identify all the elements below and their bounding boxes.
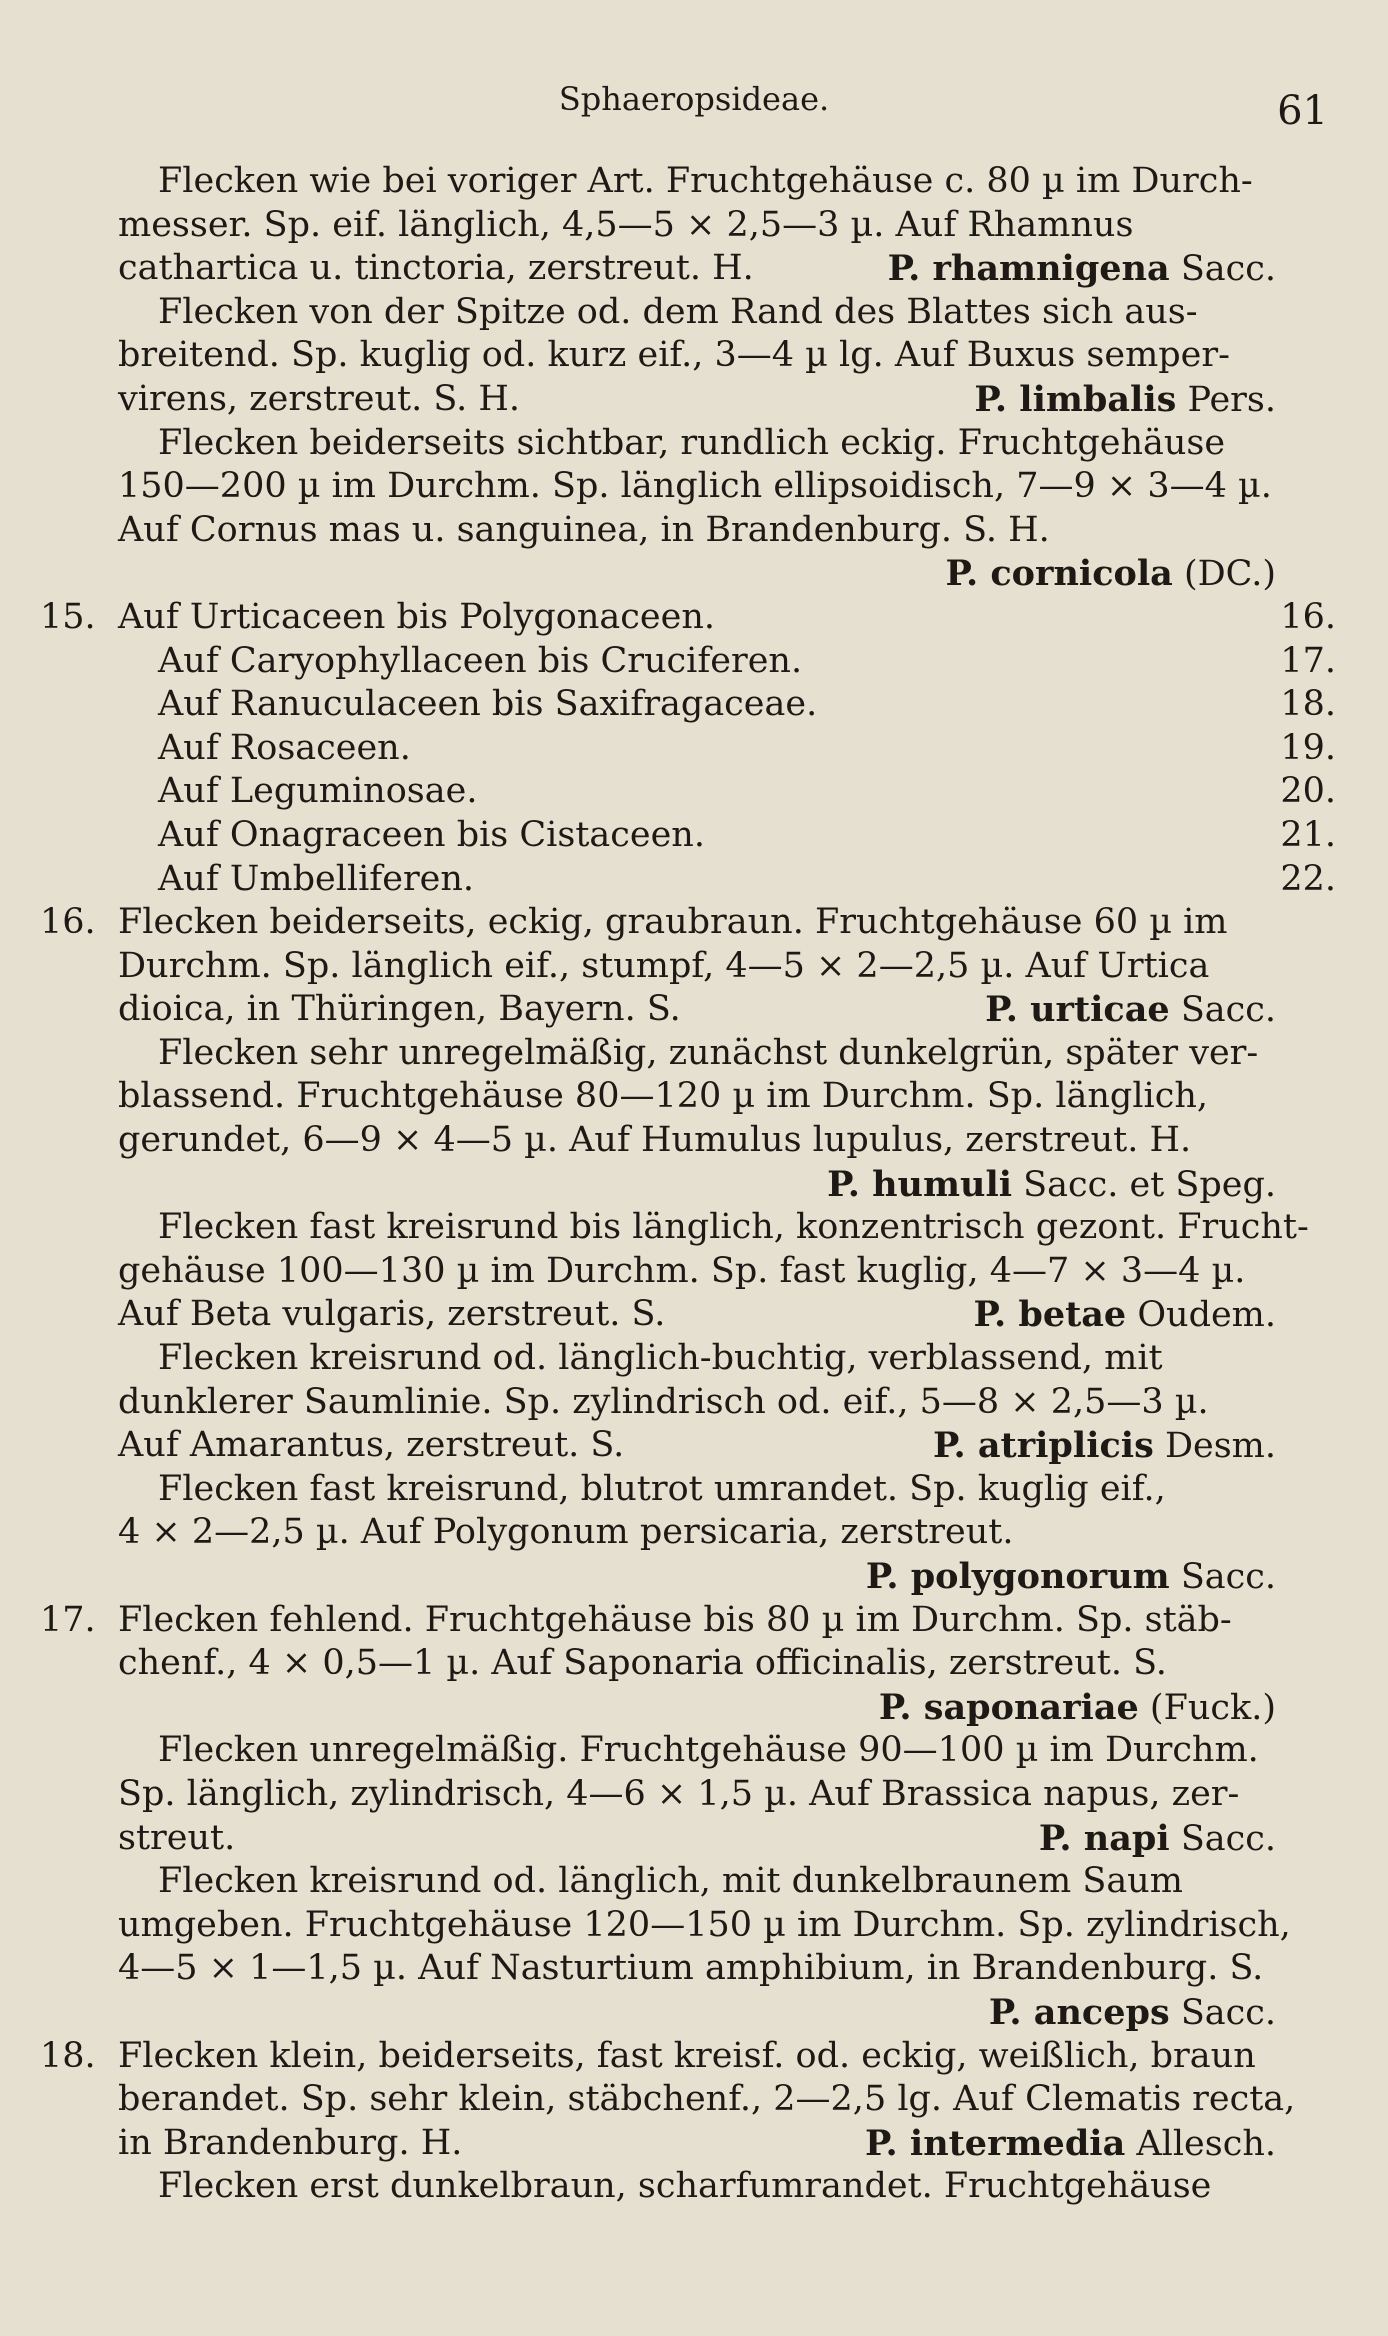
line-text: Flecken kreisrund od. länglich, mit dunkelbraunem Saum <box>158 1861 1183 1902</box>
text-line <box>40 1817 1336 1861</box>
text-line <box>40 1555 1336 1599</box>
species-name <box>945 552 1276 597</box>
line-text: Flecken wie bei voriger Art. Fruchtgehäuse c. 80 µ im Durch- <box>158 161 1253 201</box>
line-text: Flecken klein, beiderseits, fast kreisf. od. eckig, weißlich, braun <box>118 2035 1256 2076</box>
text-line <box>40 1250 1336 1294</box>
text-line <box>40 422 1336 466</box>
key-lead-number: 19. <box>1280 727 1336 768</box>
line-text: gehäuse 100—130 µ im Durchm. Sp. fast kuglig, 4—7 × 3—4 µ. <box>118 1250 1246 1291</box>
line-text: Flecken sehr unregelmäßig, zunächst dunkelgrün, später ver- <box>158 1032 1259 1073</box>
line-text: Flecken kreisrund od. länglich-buchtig, verblassend, mit <box>158 1338 1163 1379</box>
text-line <box>40 1904 1336 1948</box>
species-name <box>985 988 1276 1033</box>
text-line <box>40 1991 1336 2035</box>
species-binomial: P. saponariae <box>878 1686 1139 1728</box>
text-line <box>40 334 1336 378</box>
text-line <box>40 204 1336 248</box>
line-text: 150—200 µ im Durchm. Sp. länglich ellipsoidisch, 7—9 × 3—4 µ. <box>118 466 1272 507</box>
species-name <box>888 247 1276 292</box>
text-line <box>40 596 1336 640</box>
text-line <box>40 1511 1336 1555</box>
species-author: (DC.) <box>1172 554 1276 595</box>
line-text: Auf Urticaceen bis Polygonaceen. <box>118 596 715 637</box>
line-text: messer. Sp. eif. länglich, 4,5—5 × 2,5—3 µ. Auf Rhamnus <box>118 204 1134 245</box>
line-text: chenf., 4 × 0,5—1 µ. Auf Saponaria officinalis, zerstreut. S. <box>118 1643 1167 1684</box>
line-text: berandet. Sp. sehr klein, stäbchenf., 2—2,5 lg. Auf Clematis recta, <box>118 2079 1296 2120</box>
text-line <box>40 727 1336 771</box>
species-author: Pers. <box>1176 379 1276 420</box>
line-text: Auf Caryophyllaceen bis Cruciferen. <box>158 640 803 681</box>
couplet-number: 17. <box>40 1599 96 1640</box>
species-author: (Fuck.) <box>1138 1687 1276 1728</box>
text-line <box>40 1468 1336 1512</box>
text-line <box>40 640 1336 684</box>
page-number: 61 <box>1277 88 1328 134</box>
text-line <box>40 509 1336 553</box>
text-line <box>40 1773 1336 1817</box>
line-text: streut. <box>118 1817 236 1858</box>
species-binomial: P. betae <box>973 1294 1127 1336</box>
text-line <box>40 552 1336 596</box>
line-text: umgeben. Fruchtgehäuse 120—150 µ im Durchm. Sp. zylindrisch, <box>118 1904 1291 1945</box>
line-text: Flecken erst dunkelbraun, scharfumrandet. Fruchtgehäuse <box>158 2166 1212 2207</box>
text-line <box>40 945 1336 989</box>
key-lead-number: 17. <box>1280 640 1336 681</box>
species-binomial: P. limbalis <box>974 378 1177 420</box>
text-line <box>40 1119 1336 1163</box>
species-name <box>974 378 1276 423</box>
couplet-number: 18. <box>40 2035 96 2076</box>
species-author: Allesch. <box>1125 2123 1276 2164</box>
line-text: breitend. Sp. kuglig od. kurz eif., 3—4 µ lg. Auf Buxus semper- <box>118 335 1230 376</box>
species-binomial: P. humuli <box>827 1163 1013 1205</box>
text-line <box>40 814 1336 858</box>
line-text: Flecken fehlend. Fruchtgehäuse bis 80 µ im Durchm. Sp. stäb- <box>118 1599 1232 1640</box>
line-text: dunklerer Saumlinie. Sp. zylindrisch od. eif., 5—8 × 2,5—3 µ. <box>118 1381 1209 1422</box>
text-line <box>40 1642 1336 1686</box>
text-line <box>40 1860 1336 1904</box>
species-binomial: P. anceps <box>988 1991 1170 2033</box>
line-text: Auf Amarantus, zerstreut. S. <box>118 1425 625 1466</box>
text-line <box>40 465 1336 509</box>
text-line <box>40 291 1336 335</box>
species-binomial: P. polygonorum <box>865 1556 1170 1597</box>
species-binomial: P. cornicola <box>945 553 1173 595</box>
line-text: Flecken fast kreisrund, blutrot umrandet. Sp. kuglig eif., <box>158 1468 1166 1509</box>
line-text: Auf Leguminosae. <box>158 771 478 812</box>
text-line <box>40 2122 1336 2166</box>
species-binomial: P. atriplicis <box>932 1425 1154 1467</box>
line-text: Durchm. Sp. länglich eif., stumpf, 4—5 × 2—2,5 µ. Auf Urtica <box>118 945 1210 986</box>
key-lead-number: 20. <box>1280 771 1336 812</box>
line-text: in Brandenburg. H. <box>118 2122 463 2163</box>
text-line <box>40 770 1336 814</box>
line-text: Flecken fast kreisrund bis länglich, konzentrisch gezont. Frucht- <box>158 1207 1309 1248</box>
species-author: Sacc. <box>1169 1992 1276 2033</box>
line-text: Auf Beta vulgaris, zerstreut. S. <box>118 1294 666 1335</box>
text-line <box>40 247 1336 291</box>
line-text: virens, zerstreut. S. H. <box>118 378 521 419</box>
couplet-number: 16. <box>40 902 96 943</box>
line-text: gerundet, 6—9 × 4—5 µ. Auf Humulus lupulus, zerstreut. H. <box>118 1120 1192 1161</box>
text-line <box>40 1163 1336 1207</box>
key-lead-number: 22. <box>1280 858 1336 899</box>
text-line <box>40 1686 1336 1730</box>
couplet-number: 15. <box>40 596 96 637</box>
line-text: Auf Ranuculaceen bis Saxifragaceae. <box>158 684 818 725</box>
line-text: 4—5 × 1—1,5 µ. Auf Nasturtium amphibium, in Brandenburg. S. <box>118 1948 1264 1989</box>
text-line <box>40 2078 1336 2122</box>
text-line <box>40 160 1336 204</box>
species-name <box>827 1163 1276 1208</box>
species-author: Sacc. et Speg. <box>1012 1164 1276 1205</box>
text-line <box>40 2035 1336 2079</box>
line-text: Auf Cornus mas u. sanguinea, in Brandenburg. S. H. <box>118 509 1050 550</box>
text-line <box>40 1293 1336 1337</box>
line-text: Flecken beiderseits, eckig, graubraun. Fruchtgehäuse 60 µ im <box>118 902 1228 943</box>
text-line <box>40 1032 1336 1076</box>
line-text: Auf Onagraceen bis Cistaceen. <box>158 814 705 855</box>
text-line <box>40 1337 1336 1381</box>
line-text: Flecken von der Spitze od. dem Rand des Blattes sich aus- <box>158 291 1198 332</box>
line-text: Auf Umbelliferen. <box>158 858 475 899</box>
text-line <box>40 1075 1336 1119</box>
line-text: 4 × 2—2,5 µ. Auf Polygonum persicaria, zerstreut. <box>118 1512 1014 1553</box>
text-line <box>40 378 1336 422</box>
key-lead-number: 16. <box>1280 596 1336 637</box>
line-text: cathartica u. tinctoria, zerstreut. H. <box>118 248 754 289</box>
text-line <box>40 1947 1336 1991</box>
species-author: Sacc. <box>1169 990 1276 1031</box>
text-line <box>40 1206 1336 1250</box>
text-line <box>40 1729 1336 1773</box>
text-line <box>40 1381 1336 1425</box>
species-author: Oudem. <box>1126 1295 1276 1336</box>
key-lead-number: 18. <box>1280 684 1336 725</box>
species-binomial: P. napi <box>1038 1817 1170 1859</box>
text-line <box>40 1599 1336 1643</box>
text-line <box>40 683 1336 727</box>
line-text: blassend. Fruchtgehäuse 80—120 µ im Durchm. Sp. länglich, <box>118 1076 1208 1117</box>
species-author: Sacc. <box>1169 1818 1276 1859</box>
text-line <box>40 2165 1336 2209</box>
species-name <box>973 1293 1276 1338</box>
species-author: Sacc. <box>1169 1557 1276 1597</box>
text-line <box>40 988 1336 1032</box>
species-binomial: P. intermedia <box>865 2122 1126 2164</box>
line-text: Sp. länglich, zylindrisch, 4—6 × 1,5 µ. Auf Brassica napus, zer- <box>118 1773 1240 1814</box>
species-name <box>879 1686 1276 1731</box>
text-line <box>40 901 1336 945</box>
line-text: dioica, in Thüringen, Bayern. S. <box>118 989 681 1030</box>
key-lead-number: 21. <box>1280 814 1336 855</box>
species-name <box>1039 1817 1276 1862</box>
species-name <box>989 1991 1276 2036</box>
line-text: Auf Rosaceen. <box>158 727 411 768</box>
species-binomial: P. urticae <box>985 989 1170 1031</box>
species-name <box>865 2122 1276 2167</box>
running-header: Sphaeropsideae. <box>558 80 830 118</box>
key-text <box>40 160 1336 2209</box>
species-name <box>933 1424 1276 1469</box>
species-name <box>866 1555 1276 1600</box>
species-binomial: P. rhamnigena <box>887 248 1170 290</box>
line-text: Flecken unregelmäßig. Fruchtgehäuse 90—100 µ im Durchm. <box>158 1730 1259 1771</box>
text-line <box>40 858 1336 902</box>
line-text: Flecken beiderseits sichtbar, rundlich eckig. Fruchtgehäuse <box>158 422 1226 463</box>
text-line <box>40 1424 1336 1468</box>
species-author: Desm. <box>1153 1426 1276 1467</box>
species-author: Sacc. <box>1169 249 1276 290</box>
